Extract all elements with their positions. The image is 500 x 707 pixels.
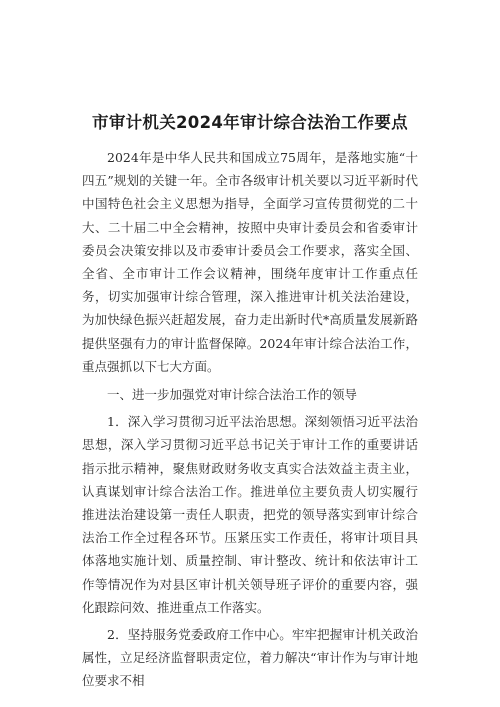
section-heading-1: 一、进一步加强党对审计综合法治工作的领导: [107, 387, 358, 403]
section-1-item-2: 2．坚持服务党委政府工作中心。牢牢把握审计机关政治属性，立足经济监督职责定位，着力解决“审计作为与审计地位要求不相: [82, 627, 418, 689]
intro-paragraph: 2024年是中华人民共和国成立75周年，是落地实施“十四五”规划的关键一年。全市各级审计机关要以习近平新时代中国特色社会主义思想为指导，全面学习宣传贯彻党的二十大、二十届二中全会精神，按照中央审计委员会和省委审计委员会决策安排以及市委审计委员会工作要求，落实全国、全省、全市审计工作会议精神，围绕年度审计工作重点任务，切实加强审计综合管理，深入推进审计机关法治建设，为加快绿色振兴赶超发展，奋力走出新时代*高质量发展新路提供坚强有力的审计监督保障。2024年审计综合法治工作，重点强抓以下七大方面。: [82, 150, 418, 374]
section-1-item-1: 1．深入学习贯彻习近平法治思想。深刻领悟习近平法治思想，深入学习贯彻习近平总书记关于审计工作的重要讲话指示批示精神，聚焦财政财务收支真实合法效益主责主业，认真谋划审计综合法治工作。推进单位主要负责人切实履行推进法治建设第一责任人职责，把党的领导落实到审计综合法治工作全过程各环节。压紧压实工作责任，将审计项目具体落地实施计划、质量控制、审计整改、统计和依法审计工作等情况作为对县区审计机关领导班子评价的重要内容，强化跟踪问效、推进重点工作落实。: [82, 414, 418, 615]
document-title: 市审计机关2024年审计综合法治工作要点: [92, 113, 408, 132]
